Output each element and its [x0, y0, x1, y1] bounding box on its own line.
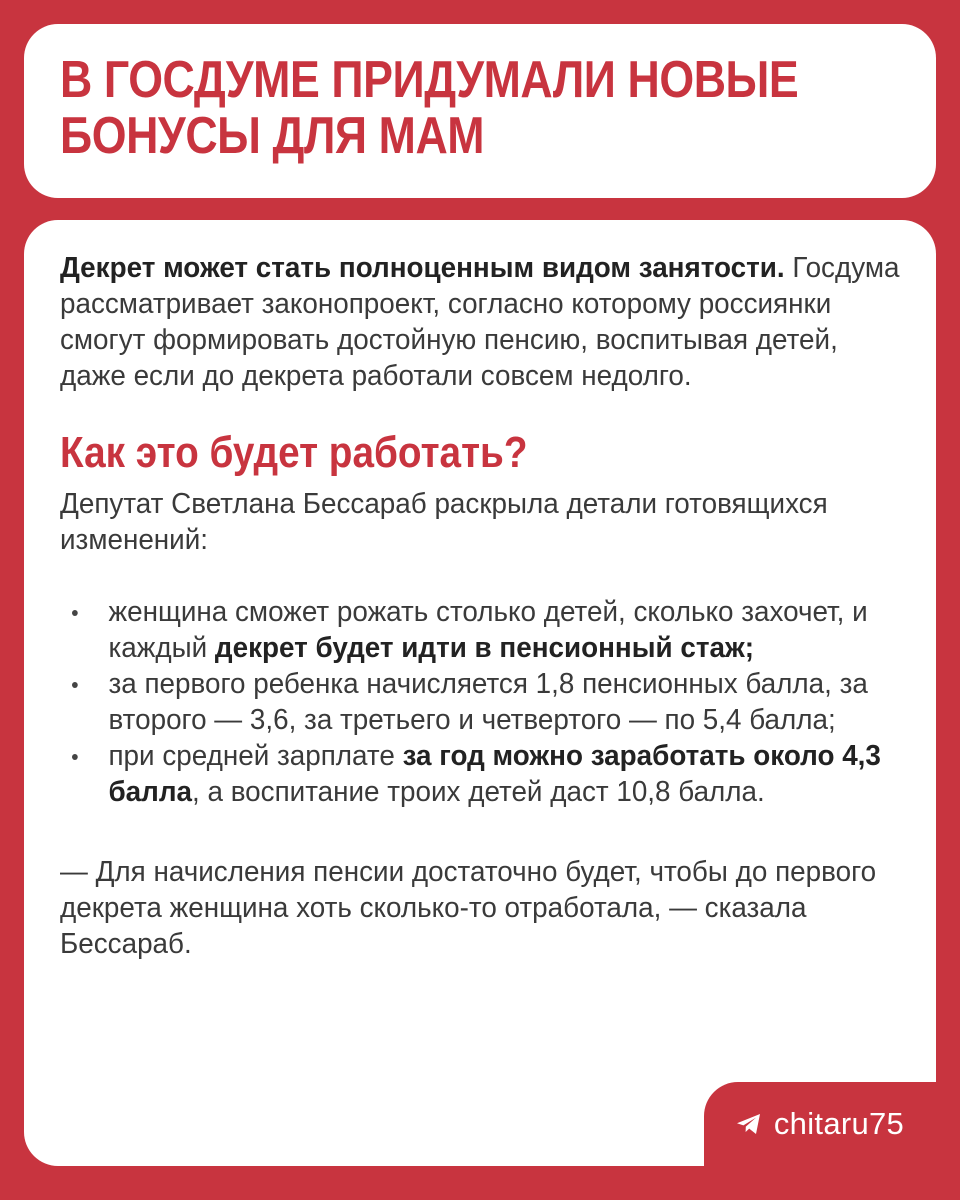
- lead-paragraph: [60, 250, 905, 394]
- telegram-icon: [736, 1113, 762, 1135]
- section-title: Как это будет работать?: [60, 428, 528, 477]
- bullet-text: при средней зарплате: [108, 740, 403, 772]
- bullet-item: [72, 594, 898, 666]
- bullet-text: женщина сможет рожать столько детей, сколько захочет, и каждый: [108, 596, 868, 664]
- bullet-dot-icon: [72, 754, 78, 760]
- article-card: [24, 220, 936, 1166]
- title-line-2: БОНУСЫ ДЛЯ МАМ: [60, 107, 485, 165]
- bullet-item: [72, 666, 898, 738]
- brand-tag-link[interactable]: [704, 1082, 936, 1166]
- bullet-list: [60, 594, 900, 810]
- brand-name: chitaru75: [773, 1106, 905, 1141]
- quote-paragraph: — Для начисления пенсии достаточно будет, чтобы до первого декрета женщина хоть сколько-то отработала, — сказала Бессараб.: [60, 856, 877, 960]
- bullet-text-after: , а воспитание троих детей даст 10,8 балла.: [192, 776, 765, 808]
- bullet-dot-icon: [72, 682, 78, 688]
- lead-text: Госдума рассматривает законопроект, согласно которому россиянки смогут формировать достойную пенсию, воспитывая детей, даже если до декрета работали совсем недолго.: [60, 252, 900, 392]
- bullet-bold: декрет будет идти в пенсионный стаж;: [214, 632, 754, 664]
- title-line-1: В ГОСДУМЕ ПРИДУМАЛИ НОВЫЕ: [60, 51, 799, 109]
- lead-bold: Декрет может стать полноценным видом занятости.: [60, 252, 785, 284]
- bullet-dot-icon: [72, 610, 78, 616]
- section-intro: Депутат Светлана Бессараб раскрыла детали готовящихся изменений:: [60, 488, 828, 556]
- bullet-bold: за год можно заработать около 4,3 балла: [108, 740, 881, 808]
- bullet-item: [72, 738, 898, 810]
- bullet-text: за первого ребенка начисляется 1,8 пенсионных балла, за второго — 3,6, за третьего и четвертого — по 5,4 балла;: [108, 668, 868, 736]
- page-title: [60, 51, 799, 165]
- header-card: [24, 24, 936, 198]
